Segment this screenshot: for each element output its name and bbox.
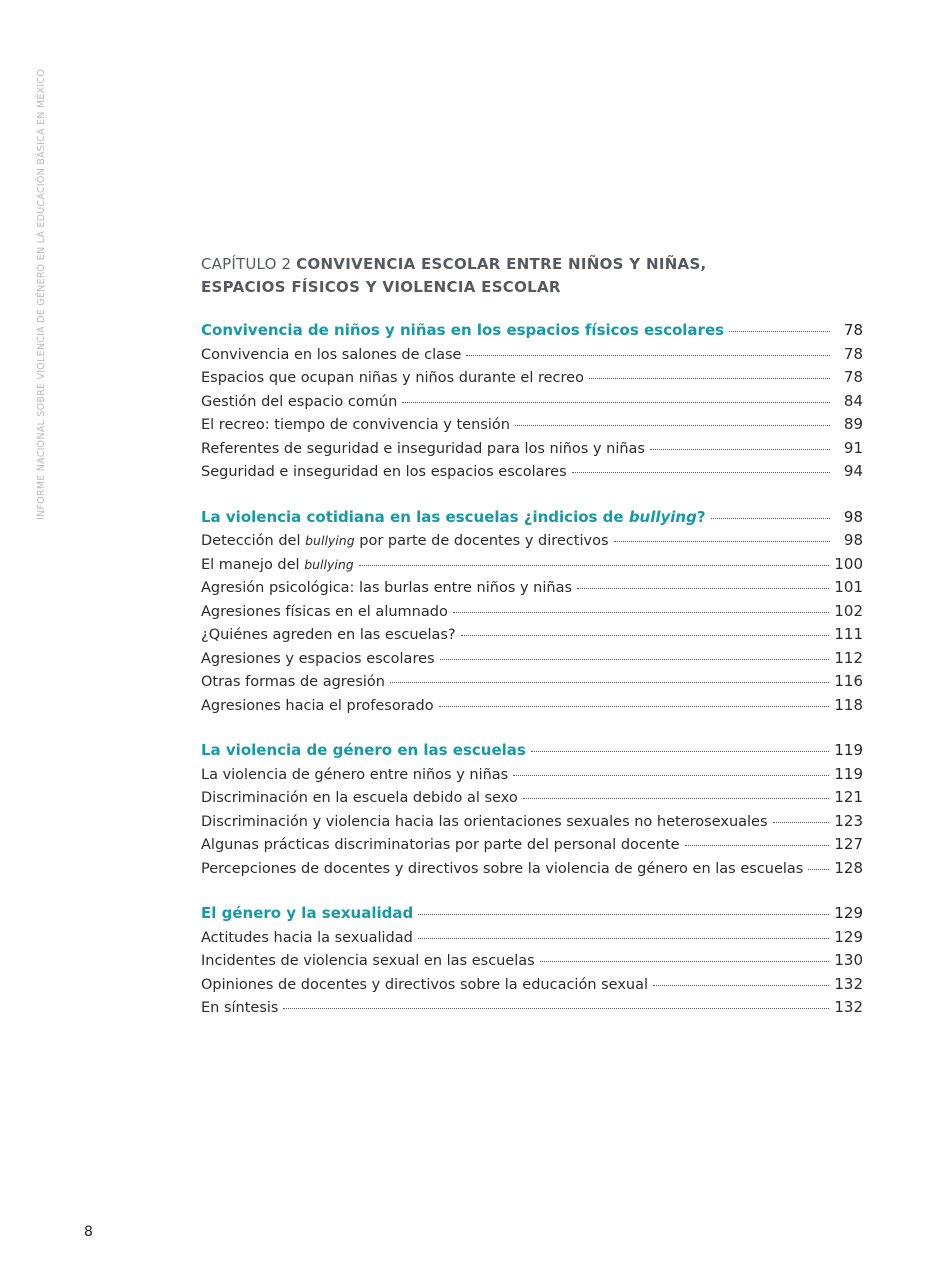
toc-entry-label: Seguridad e inseguridad en los espacios escolares xyxy=(201,464,567,480)
toc-page-number: 119 xyxy=(834,741,863,759)
toc-page-number: 101 xyxy=(834,578,863,596)
toc-entry[interactable] xyxy=(201,998,863,1022)
leader-dots xyxy=(359,565,830,566)
toc-entry-label: Agresiones y espacios escolares xyxy=(201,650,435,667)
toc-entry-label: Convivencia en los salones de clase xyxy=(201,346,462,363)
toc-page-number: 94 xyxy=(843,462,863,480)
leader-dots xyxy=(390,682,829,683)
leader-dots xyxy=(523,798,830,799)
toc-section xyxy=(201,741,863,882)
toc-entry-label: Convivencia de niños y niñas en los espacios físicos escolares xyxy=(201,321,725,339)
leader-dots xyxy=(808,869,829,870)
leader-dots xyxy=(653,985,829,986)
toc-entry[interactable] xyxy=(201,788,863,812)
toc-entry[interactable] xyxy=(201,531,863,555)
leader-dots xyxy=(418,938,830,939)
toc-page-number: 78 xyxy=(843,368,863,386)
leader-dots xyxy=(650,449,830,450)
toc-entry-label: Discriminación y violencia hacia las orientaciones sexuales no heterosexuales xyxy=(201,813,768,830)
leader-dots xyxy=(685,845,830,846)
leader-dots xyxy=(589,378,830,379)
chapter-label: CAPÍTULO 2 xyxy=(201,255,292,273)
toc-section-heading[interactable] xyxy=(201,321,863,345)
toc-entry[interactable] xyxy=(201,462,863,486)
toc-entry[interactable] xyxy=(201,951,863,975)
toc-page-number: 128 xyxy=(834,858,863,877)
toc-entry[interactable] xyxy=(201,812,863,836)
chapter-title-line2: ESPACIOS FÍSICOS Y VIOLENCIA ESCOLAR xyxy=(201,278,561,296)
toc-page-number: 119 xyxy=(834,764,863,783)
toc-entry-label: La violencia cotidiana en las escuelas ¿indicios de bullying? xyxy=(201,507,706,526)
leader-dots xyxy=(515,425,830,426)
leader-dots xyxy=(461,635,830,636)
toc-page-number: 102 xyxy=(834,601,863,620)
toc-entry[interactable] xyxy=(201,835,863,859)
toc-entry[interactable] xyxy=(201,649,863,673)
toc-page-number: 89 xyxy=(843,415,863,433)
toc-entry[interactable] xyxy=(201,602,863,626)
toc-entry-label: Otras formas de agresión xyxy=(201,674,385,690)
toc-entry-label: Discriminación en la escuela debido al sexo xyxy=(201,790,518,806)
chapter-title-line1: CONVIVENCIA ESCOLAR ENTRE NIÑOS Y NIÑAS, xyxy=(296,255,707,273)
leader-dots xyxy=(531,751,830,752)
toc-entry-label: Gestión del espacio común xyxy=(201,393,398,410)
leader-dots xyxy=(572,472,830,473)
toc-section-heading[interactable] xyxy=(201,904,863,928)
running-title: INFORME NACIONAL SOBRE VIOLENCIA DE GÉNERO EN LA EDUCACIÓN BÁSICA EN MÉXICO xyxy=(36,68,47,520)
table-of-contents xyxy=(201,321,863,1044)
toc-page-number: 91 xyxy=(843,438,863,457)
toc-section-heading[interactable] xyxy=(201,508,863,532)
toc-entry-label: La violencia de género en las escuelas xyxy=(201,741,526,759)
leader-dots xyxy=(402,402,830,403)
toc-entry[interactable] xyxy=(201,765,863,789)
leader-dots xyxy=(466,355,830,356)
toc-page-number: 132 xyxy=(834,974,863,993)
toc-entry-label: Algunas prácticas discriminatorias por parte del personal docente xyxy=(201,837,680,853)
toc-entry[interactable] xyxy=(201,415,863,439)
toc-entry[interactable] xyxy=(201,859,863,883)
toc-entry-label: Percepciones de docentes y directivos sobre la violencia de género en las escuelas xyxy=(201,860,804,877)
toc-page-number: 121 xyxy=(834,788,863,806)
toc-entry-label: Actitudes hacia la sexualidad xyxy=(201,929,413,946)
toc-page-number: 112 xyxy=(834,648,863,667)
toc-page-number: 98 xyxy=(843,531,863,549)
toc-page-number: 84 xyxy=(843,391,863,410)
toc-entry[interactable] xyxy=(201,625,863,649)
leader-dots xyxy=(440,659,830,660)
toc-entry-label: Opiniones de docentes y directivos sobre la educación sexual xyxy=(201,976,649,993)
toc-entry-label: Detección del bullying por parte de docentes y directivos xyxy=(201,533,609,549)
toc-entry[interactable] xyxy=(201,578,863,602)
toc-section xyxy=(201,904,863,1022)
toc-page-number: 78 xyxy=(843,321,863,339)
toc-page-number: 78 xyxy=(843,344,863,363)
toc-section-heading[interactable] xyxy=(201,741,863,765)
leader-dots xyxy=(283,1008,829,1009)
toc-entry-label: Agresiones físicas en el alumnado xyxy=(201,603,448,620)
page-number: 8 xyxy=(84,1224,93,1240)
toc-entry-label: El manejo del bullying xyxy=(201,556,354,573)
toc-entry[interactable] xyxy=(201,439,863,463)
toc-page-number: 129 xyxy=(834,927,863,946)
leader-dots xyxy=(773,822,830,823)
toc-page-number: 118 xyxy=(834,695,863,714)
toc-page-number: 130 xyxy=(834,951,863,969)
leader-dots xyxy=(453,612,830,613)
toc-entry-label: El recreo: tiempo de convivencia y tensión xyxy=(201,417,510,433)
toc-entry-label: ¿Quiénes agreden en las escuelas? xyxy=(201,627,456,643)
toc-entry-label: Incidentes de violencia sexual en las escuelas xyxy=(201,953,535,969)
toc-entry-label: Agresión psicológica: las burlas entre niños y niñas xyxy=(201,580,573,596)
toc-page-number: 111 xyxy=(834,625,863,643)
toc-entry[interactable] xyxy=(201,672,863,696)
leader-dots xyxy=(577,588,829,589)
toc-entry-label: Referentes de seguridad e inseguridad para los niños y niñas xyxy=(201,440,645,457)
leader-dots xyxy=(711,518,830,519)
toc-entry[interactable] xyxy=(201,928,863,952)
leader-dots xyxy=(418,914,829,915)
toc-page-number: 132 xyxy=(834,998,863,1016)
toc-entry-label: Espacios que ocupan niñas y niños durante el recreo xyxy=(201,370,584,386)
toc-entry[interactable] xyxy=(201,975,863,999)
leader-dots xyxy=(439,706,830,707)
toc-section xyxy=(201,321,863,486)
toc-entry-label: En síntesis xyxy=(201,1000,279,1016)
leader-dots xyxy=(729,331,830,332)
toc-entry-label: La violencia de género entre niños y niñas xyxy=(201,766,509,783)
toc-page-number: 129 xyxy=(834,904,863,922)
toc-page-number: 116 xyxy=(834,672,863,690)
toc-section xyxy=(201,508,863,720)
toc-entry[interactable] xyxy=(201,345,863,369)
toc-entry-label: El género y la sexualidad xyxy=(201,904,414,922)
toc-entry-label: Agresiones hacia el profesorado xyxy=(201,697,434,714)
leader-dots xyxy=(540,961,830,962)
toc-page-number: 127 xyxy=(834,835,863,853)
toc-entry[interactable] xyxy=(201,696,863,720)
toc-entry[interactable] xyxy=(201,392,863,416)
leader-dots xyxy=(614,541,830,542)
toc-entry[interactable] xyxy=(201,368,863,392)
leader-dots xyxy=(513,775,829,776)
chapter-heading xyxy=(201,253,707,299)
toc-page-number: 100 xyxy=(834,554,863,573)
toc-entry[interactable] xyxy=(201,555,863,579)
toc-page-number: 123 xyxy=(834,811,863,830)
toc-page-number: 98 xyxy=(843,507,863,526)
